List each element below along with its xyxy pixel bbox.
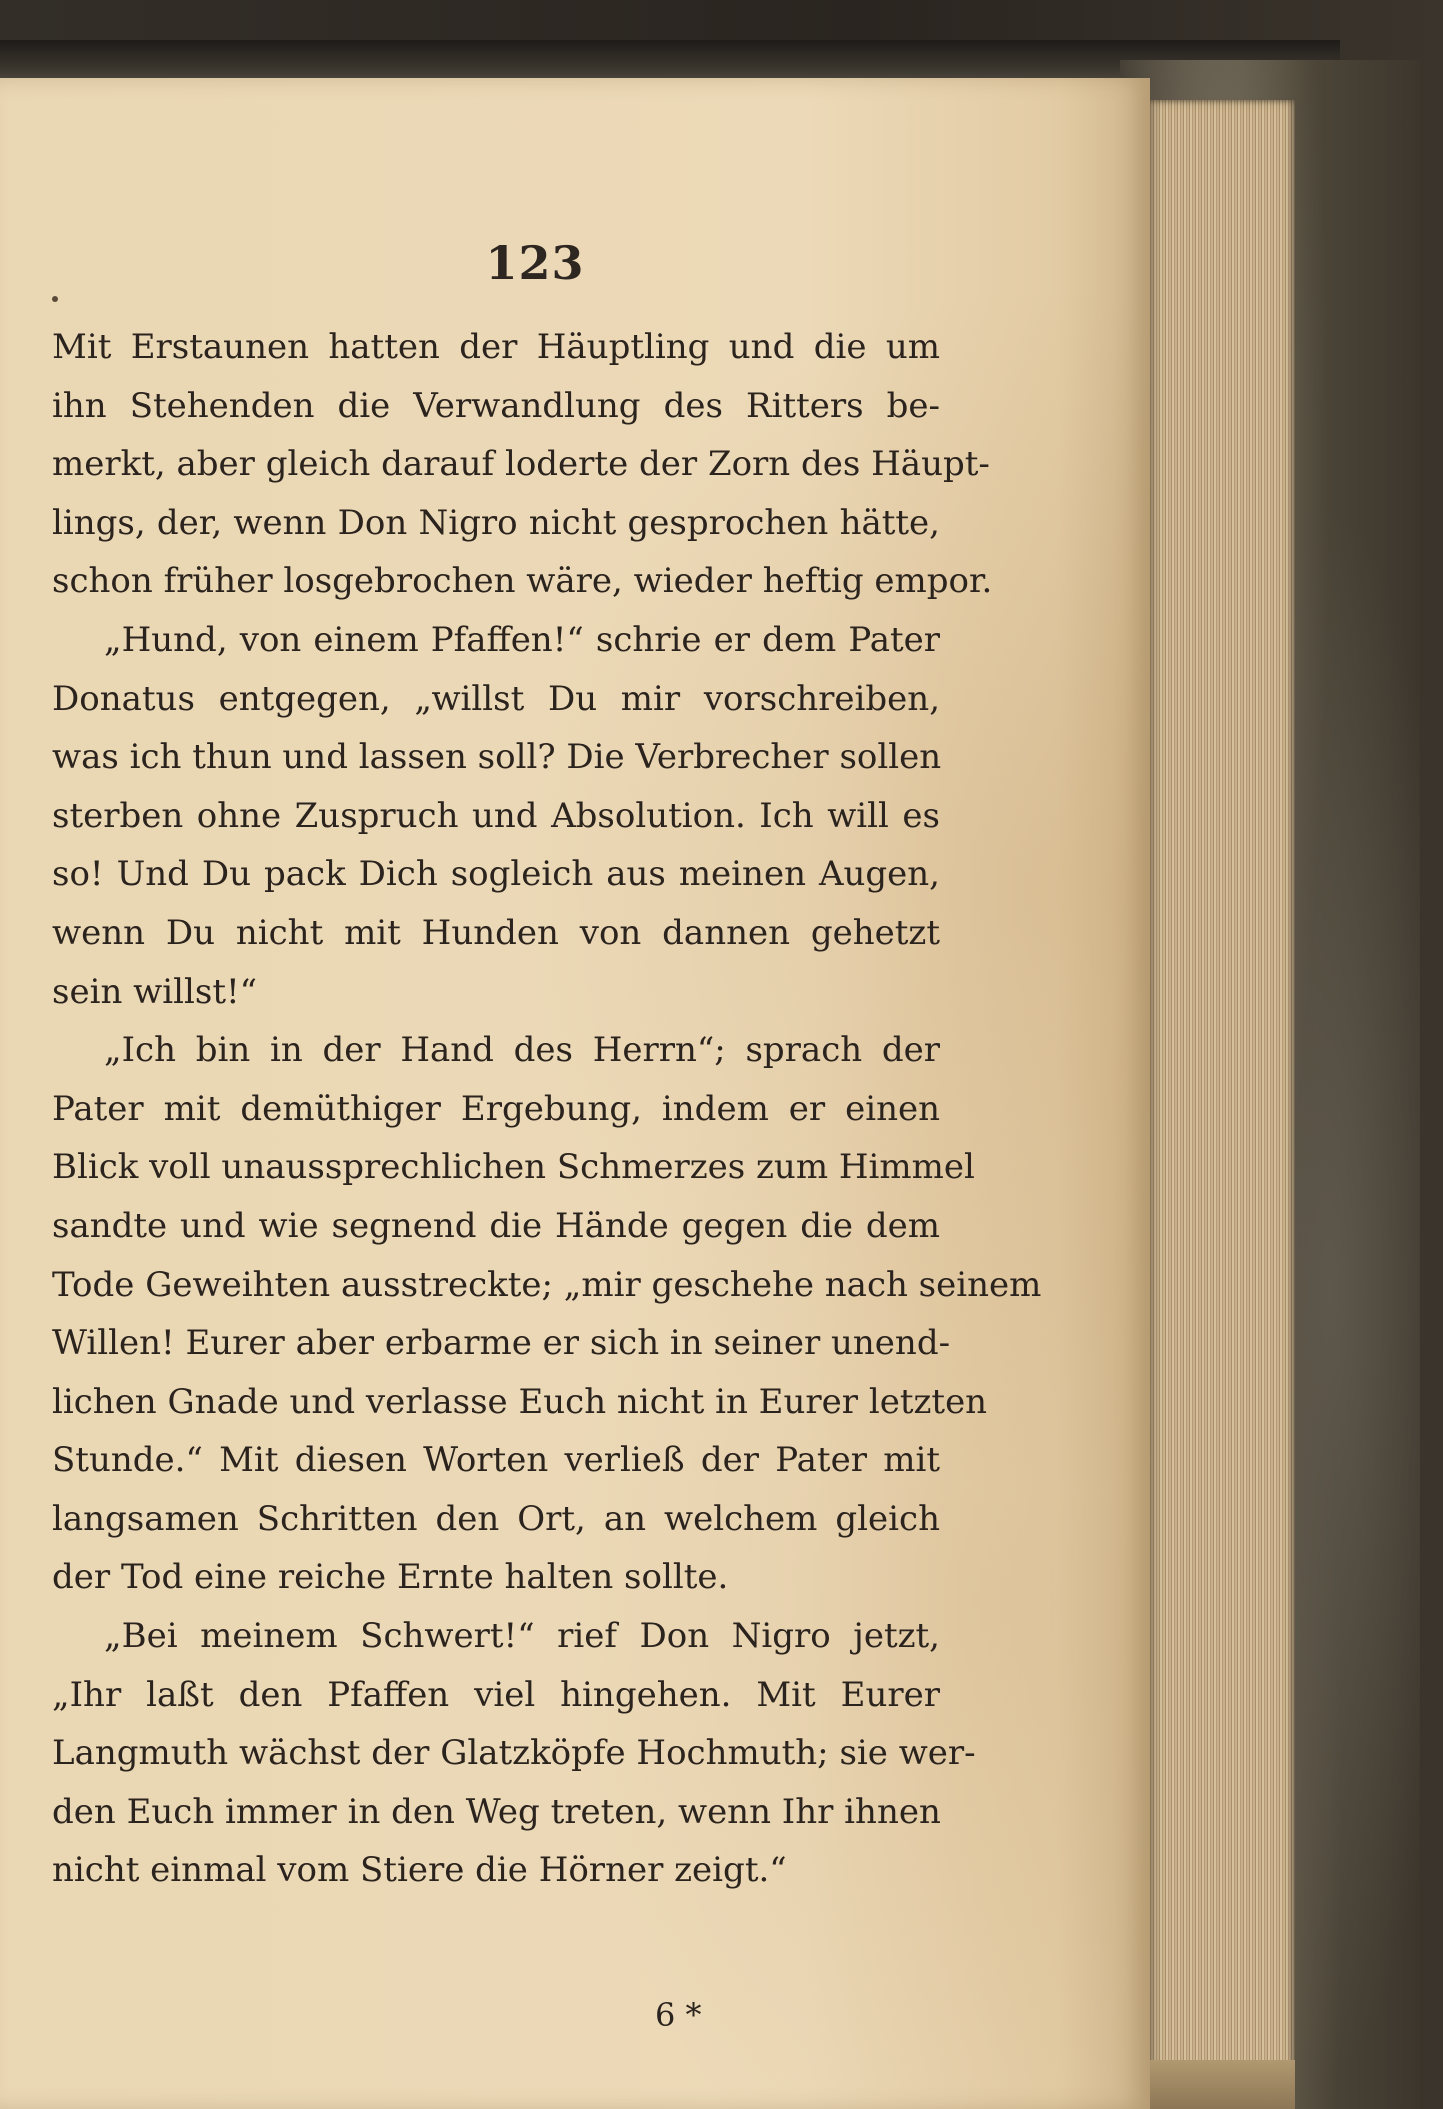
ink-spot [52, 296, 58, 302]
text-line: sein willst!“ [52, 971, 258, 1012]
body-text [52, 318, 1042, 1900]
text-line: Pater mit demüthiger Ergebung, indem er einen [52, 1088, 940, 1129]
page-number: 123 [485, 236, 585, 290]
text-line: ihn Stehenden die Verwandlung des Ritters be- [52, 385, 940, 426]
text-line: schon früher losgebrochen wäre, wieder heftig empor. [52, 561, 993, 602]
text-line: lings, der, wenn Don Nigro nicht gesprochen hätte, [52, 502, 940, 543]
text-line: „Bei meinem Schwert!“ rief Don Nigro jetzt, [104, 1616, 940, 1657]
text-line: Stunde.“ Mit diesen Worten verließ der Pater mit [52, 1440, 940, 1481]
text-line: was ich thun und lassen soll? Die Verbrecher sollen [52, 737, 942, 778]
text-line: sterben ohne Zuspruch und Absolution. Ich will es [52, 795, 940, 836]
text-line: langsamen Schritten den Ort, an welchem gleich [52, 1498, 940, 1539]
text-line: merkt, aber gleich darauf loderte der Zorn des Häupt- [52, 444, 990, 485]
book-page [0, 78, 1150, 2109]
text-line: „Ich bin in der Hand des Herrn“; sprach der [104, 1030, 940, 1071]
text-line: den Euch immer in den Weg treten, wenn Ihr ihnen [52, 1791, 941, 1832]
text-line: so! Und Du pack Dich sogleich aus meinen Augen, [52, 854, 940, 895]
text-line: Tode Geweihten ausstreckte; „mir geschehe nach seinem [52, 1264, 1042, 1305]
page-block-edges [1145, 100, 1295, 2100]
text-line: Donatus entgegen, „willst Du mir vorschreiben, [52, 678, 940, 719]
text-line: wenn Du nicht mit Hunden von dannen gehetzt [52, 912, 940, 953]
page-block-bottom [1145, 2060, 1295, 2109]
signature-mark: 6 * [655, 1996, 702, 2034]
text-line: der Tod eine reiche Ernte halten sollte. [52, 1557, 729, 1598]
text-line: nicht einmal vom Stiere die Hörner zeigt.“ [52, 1850, 787, 1891]
text-line: sandte und wie segnend die Hände gegen die dem [52, 1205, 940, 1246]
text-line: lichen Gnade und verlasse Euch nicht in Eurer letzten [52, 1381, 988, 1422]
text-line: Mit Erstaunen hatten der Häuptling und die um [52, 327, 940, 367]
text-line: Willen! Eurer aber erbarme er sich in seiner unend- [52, 1323, 951, 1364]
text-line: „Ihr laßt den Pfaffen viel hingehen. Mit Eurer [52, 1674, 940, 1715]
text-line: „Hund, von einem Pfaffen!“ schrie er dem Pater [104, 619, 940, 660]
text-line: Blick voll unaussprechlichen Schmerzes zum Himmel [52, 1147, 975, 1188]
text-line: Langmuth wächst der Glatzköpfe Hochmuth; sie wer- [52, 1733, 976, 1774]
